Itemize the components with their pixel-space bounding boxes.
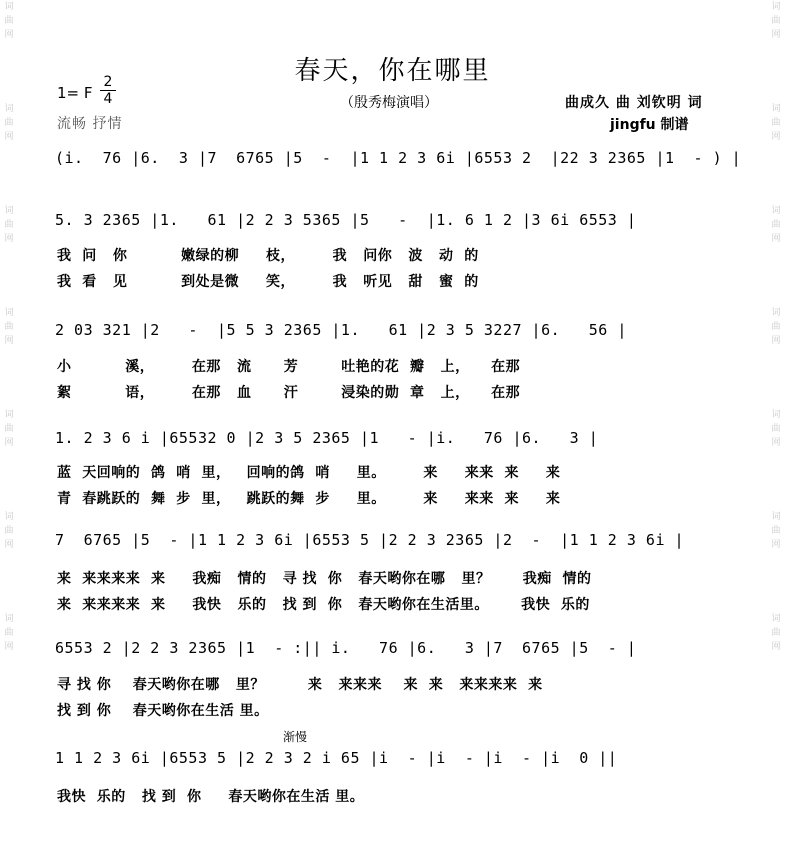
notation-line: 1 1 2 3 6i |6553 5 |2 2 3 2 i 65 |i - |i - |i - |i 0 || (55, 749, 618, 767)
notation-line: (i. 76 |6. 3 |7 6765 |5 - |1 1 2 3 6i |6553 2 |22 3 2365 |1 - ) | (55, 149, 742, 167)
score-system-3 (55, 316, 745, 344)
lyric-line-verse-2: 找 到 你 春天哟你在生活 里。 (57, 703, 269, 719)
score-system-5 (55, 526, 745, 554)
time-signature-top: 2 (103, 74, 113, 90)
watermark-glyph: 曲 (771, 16, 781, 26)
watermark-glyph: 曲 (4, 628, 14, 638)
lyric-line-verse-1: 蓝 天回响的 鸽 哨 里， 回响的鸽 哨 里。 来 来来 来 来 (57, 465, 561, 481)
watermark-glyph: 词 (771, 512, 781, 522)
watermark-glyph: 网 (4, 30, 14, 40)
lyric-line-verse-2: 我 看 见 到处是微 笑， 我 听见 甜 蜜 的 (57, 274, 479, 290)
watermark-right (767, 0, 785, 843)
key-signature: 1= F (57, 84, 93, 102)
time-signature-bottom: 4 (100, 90, 116, 107)
watermark-glyph: 网 (771, 30, 781, 40)
watermark-glyph: 曲 (4, 16, 14, 26)
watermark-glyph: 词 (771, 104, 781, 114)
score-system-6 (55, 634, 745, 662)
watermark-glyph: 曲 (4, 424, 14, 434)
watermark-glyph: 词 (771, 2, 781, 12)
lyric-line-verse-1: 小 溪， 在那 流 芳 吐艳的花 瓣 上， 在那 (57, 359, 521, 375)
watermark-glyph: 网 (4, 642, 14, 652)
watermark-glyph: 网 (4, 438, 14, 448)
watermark-glyph: 词 (4, 410, 14, 420)
notation-line: 2 03 321 |2 - |5 5 3 2365 |1. 61 |2 3 5 3227 |6. 56 | (55, 321, 627, 339)
song-title: 春天，你在哪里 (294, 56, 491, 86)
watermark-glyph: 曲 (771, 118, 781, 128)
watermark-left (0, 0, 18, 843)
watermark-glyph: 网 (771, 132, 781, 142)
watermark-glyph: 曲 (4, 220, 14, 230)
lyric-line-verse-1: 寻 找 你 春天哟你在哪 里？ 来 来来来 来 来 来来来来 来 (57, 677, 543, 693)
lyric-line-verse-2: 青 春跳跃的 舞 步 里， 跳跃的舞 步 里。 来 来来 来 来 (57, 491, 561, 507)
arranger-credit: jingfu 制谱 (610, 117, 689, 133)
notation-line: 6553 2 |2 2 3 2365 |1 - :|| i. 76 |6. 3 |7 6765 |5 - | (55, 639, 637, 657)
lyric-line-verse-2: 来 来来来来 来 我快 乐的 找 到 你 春天哟你在生活里。 我快 乐的 (57, 597, 590, 613)
watermark-glyph: 曲 (771, 322, 781, 332)
watermark-glyph: 词 (4, 206, 14, 216)
notation-line: 5. 3 2365 |1. 61 |2 2 3 5365 |5 - |1. 6 1 2 |3 6i 6553 | (55, 211, 637, 229)
watermark-glyph: 词 (771, 614, 781, 624)
tempo-marking: 流畅 抒情 (57, 116, 123, 132)
watermark-glyph: 词 (4, 512, 14, 522)
score-system-7 (55, 744, 745, 772)
score-system-2 (55, 206, 745, 234)
lyric-line-verse-1: 我 问 你 嫩绿的柳 枝， 我 问你 波 动 的 (57, 248, 479, 264)
watermark-glyph: 曲 (4, 322, 14, 332)
time-signature (100, 74, 116, 107)
watermark-glyph: 词 (4, 104, 14, 114)
watermark-glyph: 词 (771, 206, 781, 216)
lyric-line-coda: 我快 乐的 找 到 你 春天哟你在生活 里。 (57, 789, 365, 805)
composer-lyricist-credit: 曲成久 曲 刘钦明 词 (565, 95, 703, 111)
watermark-glyph: 网 (4, 336, 14, 346)
watermark-glyph: 网 (4, 540, 14, 550)
singer-credit: （殷秀梅演唱） (340, 95, 438, 111)
watermark-glyph: 曲 (4, 526, 14, 536)
watermark-glyph: 网 (771, 540, 781, 550)
watermark-glyph: 网 (771, 234, 781, 244)
watermark-glyph: 词 (4, 308, 14, 318)
watermark-glyph: 曲 (771, 424, 781, 434)
watermark-glyph: 网 (4, 132, 14, 142)
watermark-glyph: 词 (771, 410, 781, 420)
watermark-glyph: 曲 (771, 220, 781, 230)
watermark-glyph: 词 (771, 308, 781, 318)
notation-line: 7 6765 |5 - |1 1 2 3 6i |6553 5 |2 2 3 2365 |2 - |1 1 2 3 6i | (55, 531, 685, 549)
watermark-glyph: 网 (771, 642, 781, 652)
watermark-glyph: 曲 (771, 526, 781, 536)
watermark-glyph: 词 (4, 2, 14, 12)
watermark-glyph: 曲 (771, 628, 781, 638)
score-system-4 (55, 424, 745, 452)
score-system-1 (55, 144, 745, 172)
watermark-glyph: 词 (4, 614, 14, 624)
lyric-line-verse-1: 来 来来来来 来 我痴 情的 寻 找 你 春天哟你在哪 里？ 我痴 情的 (57, 571, 592, 587)
watermark-glyph: 曲 (4, 118, 14, 128)
watermark-glyph: 网 (771, 438, 781, 448)
dynamic-marking-gradually-slower: 渐慢 (283, 730, 308, 744)
watermark-glyph: 网 (771, 336, 781, 346)
lyric-line-verse-2: 絮 语， 在那 血 汗 浸染的勋 章 上， 在那 (57, 385, 521, 401)
notation-line: 1. 2 3 6 i |65532 0 |2 3 5 2365 |1 - |i. 76 |6. 3 | (55, 429, 599, 447)
watermark-glyph: 网 (4, 234, 14, 244)
